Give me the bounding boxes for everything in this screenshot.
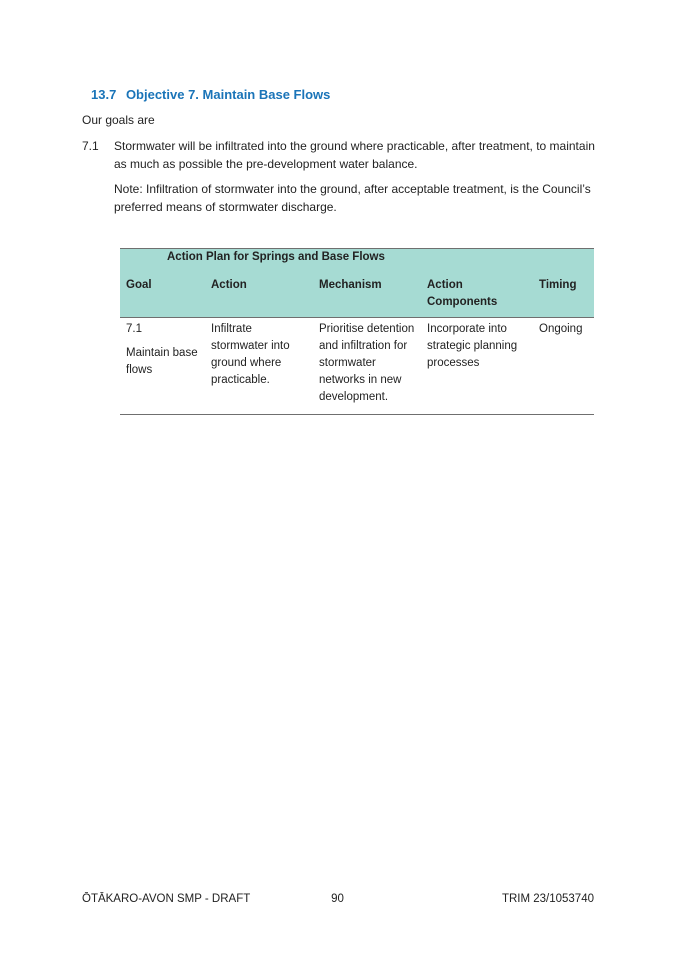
- goal-item-number: 7.1: [82, 139, 99, 153]
- cell-action: Infiltrate stormwater into ground where practicable.: [211, 323, 290, 386]
- note-text: Note: Infiltration of stormwater into the ground, after acceptable treatment, is the Council’s preferred means of stormwater discharge.: [114, 182, 591, 214]
- table-title: Action Plan for Springs and Base Flows: [120, 249, 594, 274]
- header-goal: Goal: [120, 273, 205, 318]
- cell-goal: [120, 318, 205, 415]
- cell-mechanism: Prioritise detention and infiltration for stormwater networks in new development.: [319, 323, 415, 403]
- section-number: 13.7: [91, 87, 117, 102]
- action-plan-table: [120, 248, 594, 415]
- table-header-row: [120, 273, 594, 318]
- goal-name: Maintain base flows: [126, 347, 198, 376]
- goal-number: 7.1: [126, 323, 142, 335]
- header-action: Action: [205, 273, 313, 318]
- cell-components: Incorporate into strategic planning processes: [427, 323, 518, 369]
- section-title: Objective 7. Maintain Base Flows: [125, 87, 331, 102]
- intro-text: Our goals are: [82, 113, 155, 127]
- footer-document-name: ŌTĀKARO-AVON SMP - DRAFT: [82, 893, 251, 905]
- goal-item-text: Stormwater will be infiltrated into the ground where practicable, after treatment, to maintain as much as possible the pre-development water balance.: [114, 139, 595, 171]
- table-row: [120, 318, 594, 415]
- header-mechanism: Mechanism: [313, 273, 421, 318]
- footer-page-number: 90: [331, 893, 344, 905]
- header-timing: Timing: [533, 273, 594, 318]
- goal-item: [82, 137, 597, 173]
- cell-timing: Ongoing: [539, 323, 583, 335]
- footer-trim-reference: TRIM 23/1053740: [501, 893, 594, 905]
- section-heading: [91, 87, 330, 102]
- header-action-components: Action Components: [421, 273, 533, 318]
